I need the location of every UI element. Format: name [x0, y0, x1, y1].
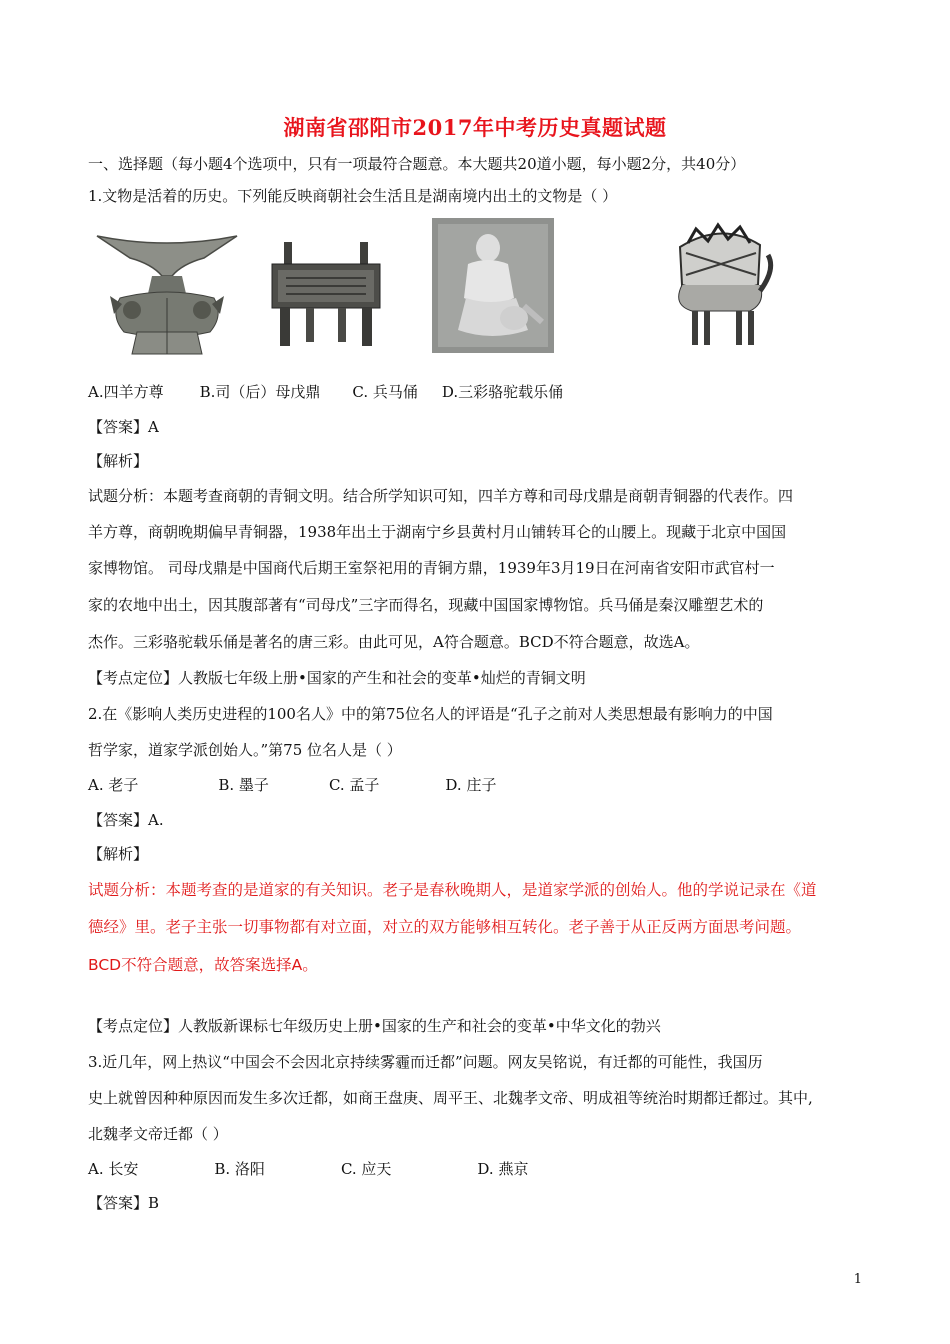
- q2-answer: 【答案】A.: [88, 811, 164, 829]
- q3-answer: 【答案】B: [88, 1194, 160, 1212]
- section-header: 一、选择题（每小题4个选项中，只有一项最符合题意。本大题共20道小题，每小题2分，共40分）: [88, 155, 746, 173]
- q2-analysis-label: 【解析】: [88, 845, 149, 863]
- q2-point: 【考点定位】人教版新课标七年级历史上册•国家的生产和社会的变革•中华文化的勃兴: [88, 1017, 661, 1035]
- q2-option-d: D. 庄子: [445, 776, 497, 794]
- q1-analysis-line: 家的农地中出土，因其腹部著有“司母戊”三字而得名，现藏中国国家博物馆。兵马俑是秦汉雕塑艺术的: [88, 596, 764, 614]
- q3-stem-line: 3.近几年，网上热议“中国会不会因北京持续雾霾而迁都”问题。网友吴铭说，有迁都的可能性，我国历: [88, 1053, 763, 1071]
- q3-option-d: D. 燕京: [477, 1160, 529, 1178]
- q2-analysis-line: 试题分析：本题考查的是道家的有关知识。老子是春秋晚期人，是道家学派的创始人。他的学说记录在《道: [88, 881, 817, 899]
- q3-option-c: C. 应天: [340, 1160, 392, 1178]
- q2-stem-line: 哲学家，道家学派创始人。”第75 位名人是（ ）: [88, 741, 402, 759]
- q1-option-b: B.司（后）母戊鼎: [199, 383, 321, 401]
- q1-options: [88, 382, 563, 402]
- q1-point: 【考点定位】人教版七年级上册•国家的产生和社会的变革•灿烂的青铜文明: [88, 669, 586, 687]
- simuwu-ding-image: [266, 240, 386, 350]
- q2-option-a: A. 老子: [88, 776, 139, 794]
- q1-option-a: A.四羊方尊: [88, 383, 164, 401]
- four-goat-zun-image: [92, 228, 242, 358]
- q3-option-a: A. 长安: [88, 1160, 139, 1178]
- q3-stem-line: 北魏孝文帝迁都（ ）: [88, 1125, 228, 1143]
- terracotta-warrior-image: [432, 218, 554, 353]
- q1-analysis-line: 羊方尊，商朝晚期偏早青铜器，1938年出土于湖南宁乡县黄村月山铺转耳仑的山腰上。现藏于北京中国国: [88, 523, 787, 541]
- q1-option-c: C. 兵马俑: [352, 383, 418, 401]
- q2-option-b: B. 墨子: [218, 776, 269, 794]
- q1-analysis-line: 杰作。三彩骆驼载乐俑是著名的唐三彩。由此可见，A符合题意。BCD不符合题意，故选A。: [88, 633, 700, 651]
- tricolor-camel-image: [662, 215, 780, 353]
- q1-analysis-line: 试题分析：本题考查商朝的青铜文明。结合所学知识可知，四羊方尊和司母戊鼎是商朝青铜器的代表作。四: [88, 487, 794, 505]
- page-number: 1: [853, 1272, 862, 1287]
- q3-options: [88, 1159, 528, 1179]
- q2-option-c: C. 孟子: [328, 776, 380, 794]
- q1-option-d: D.三彩骆驼载乐俑: [441, 383, 564, 401]
- q1-analysis-line: 家博物馆。 司母戊鼎是中国商代后期王室祭祀用的青铜方鼎，1939年3月19日在河南省安阳市武官村一: [88, 559, 775, 577]
- q1-stem: 1.文物是活着的历史。下列能反映商朝社会生活且是湖南境内出土的文物是（ ）: [88, 187, 618, 205]
- q2-analysis-line: 德经》里。老子主张一切事物都有对立面，对立的双方能够相互转化。老子善于从正反两方面思考问题。: [88, 918, 802, 936]
- q1-answer: 【答案】A: [88, 418, 159, 436]
- page-title: 湖南省邵阳市2017年中考历史真题试题: [283, 115, 667, 140]
- q1-analysis-label: 【解析】: [88, 452, 149, 470]
- q3-stem-line: 史上就曾因种种原因而发生多次迁都，如商王盘庚、周平王、北魏孝文帝、明成祖等统治时期都迁都过。其中,: [88, 1089, 813, 1107]
- q3-option-b: B. 洛阳: [214, 1160, 265, 1178]
- q2-stem-line: 2.在《影响人类历史进程的100名人》中的第75位名人的评语是“孔子之前对人类思想最有影响力的中国: [88, 705, 773, 723]
- q2-options: [88, 775, 496, 795]
- q2-analysis-line: BCD不符合题意，故答案选择A。: [88, 956, 318, 974]
